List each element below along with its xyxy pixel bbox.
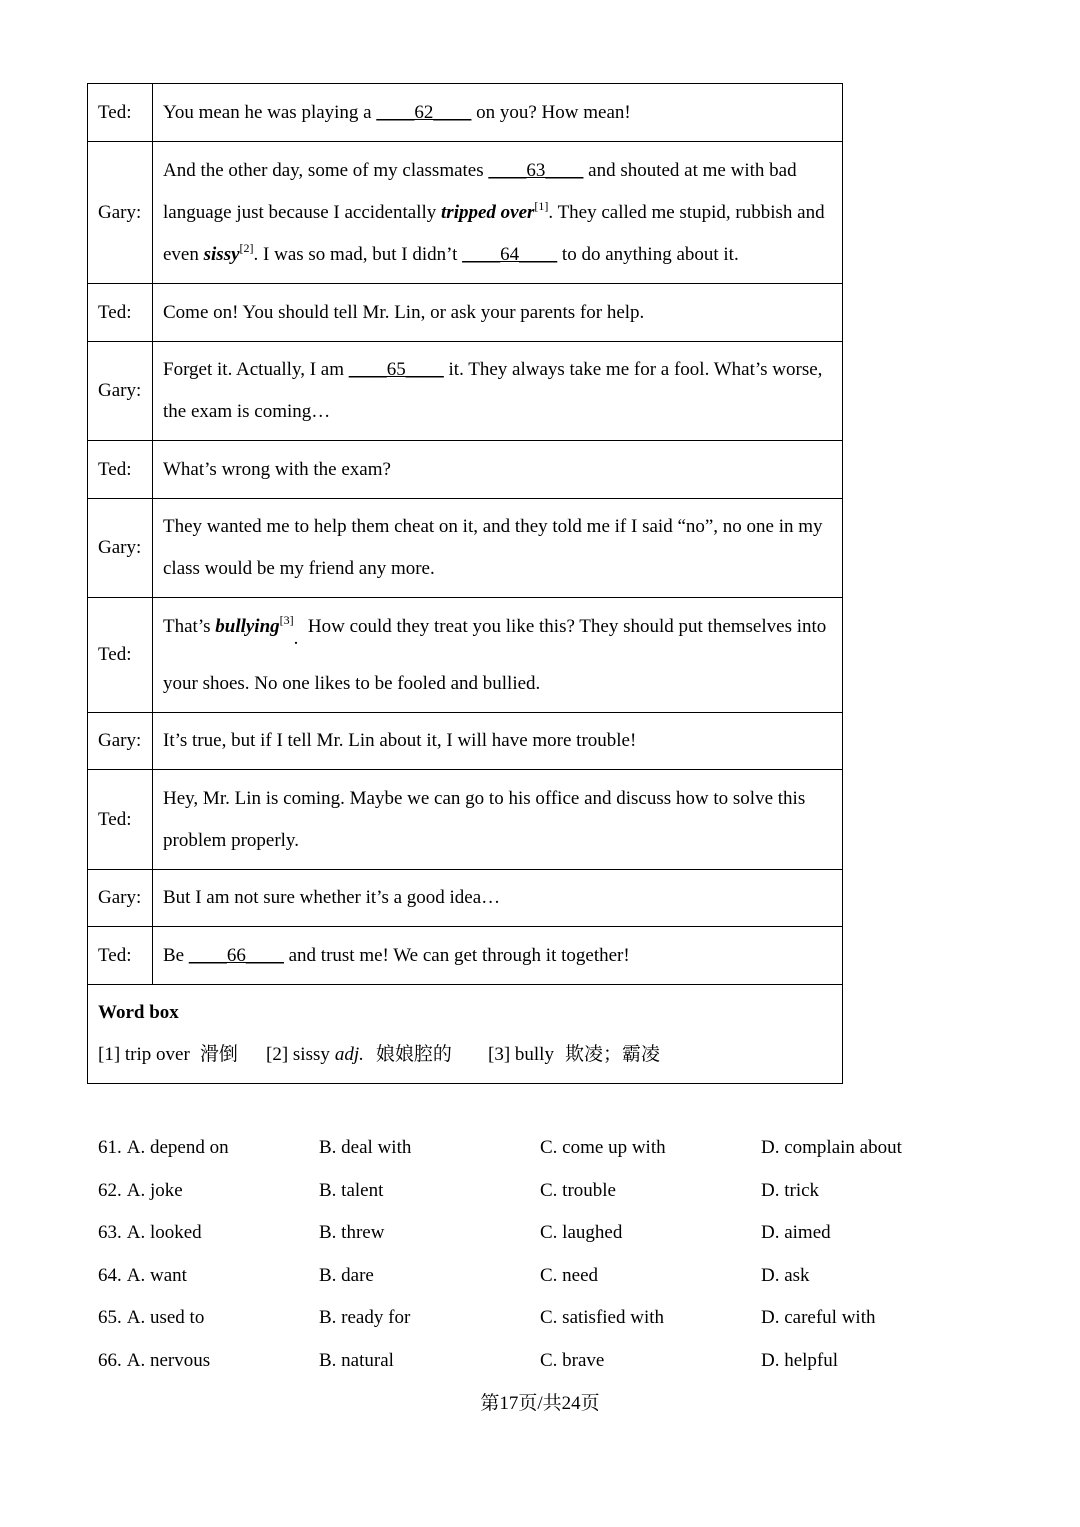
dialogue-row [88, 598, 842, 713]
option-d: D. careful with [761, 1307, 876, 1329]
text-segment: . [293, 627, 299, 649]
text-line [163, 778, 842, 820]
option-a [98, 1212, 319, 1255]
option-text: A. joke [126, 1179, 183, 1201]
text-segment: And the other day, some of my classmates [163, 159, 489, 181]
text-segment: Forget it. Actually, I am [163, 359, 349, 380]
word-box-entry [488, 1034, 660, 1076]
entry-term: [3] bully [488, 1044, 554, 1065]
option-a [98, 1255, 319, 1298]
entry-meaning: 欺凌；霸凌 [564, 1044, 660, 1065]
option-d: D. trick [761, 1179, 820, 1201]
dialogue-text [153, 84, 842, 141]
footnote-marker: [3] [279, 612, 294, 627]
option-b: B. natural [319, 1349, 394, 1371]
dialogue-text [153, 284, 842, 341]
speaker-label: Ted: [88, 598, 153, 712]
dialogue-row [88, 770, 842, 870]
question-options-row [98, 1255, 998, 1298]
text-segment: problem properly. [163, 829, 299, 851]
answer-blank: ____65____ [348, 359, 444, 380]
text-segment: You mean he was playing a [163, 101, 377, 123]
option-a [98, 1297, 319, 1340]
option-text: A. want [126, 1264, 187, 1286]
text-line [163, 720, 842, 762]
answer-blank: ____64____ [462, 243, 558, 265]
word-box-entry [266, 1034, 488, 1076]
option-a [98, 1170, 319, 1213]
option-b: B. deal with [319, 1137, 412, 1158]
dialogue-text [153, 927, 842, 984]
text-line [163, 506, 842, 548]
text-segment: It’s true, but if I tell Mr. Lin about it, I will have more trouble! [163, 730, 637, 751]
dialogue-row [88, 342, 842, 441]
page-footer: 第17页/共24页 [480, 1393, 600, 1414]
speaker-label: Ted: [88, 284, 153, 341]
dialogue-text [153, 499, 842, 597]
text-segment: Hey, Mr. Lin is coming. Maybe we can go to his office and discuss how to solve this [163, 787, 806, 809]
question-options-row [98, 1340, 998, 1383]
text-segment: . They called me stupid, rubbish and [548, 201, 825, 223]
dialogue-row [88, 870, 842, 927]
speaker-label: Ted: [88, 441, 153, 498]
text-segment: on you? How mean! [471, 101, 631, 123]
option-b: B. dare [319, 1264, 374, 1286]
word-box-title: Word box [98, 1002, 179, 1023]
entry-part-of-speech: adj. [334, 1044, 364, 1065]
option-c: C. come up with [540, 1137, 666, 1158]
option-b: B. threw [319, 1222, 385, 1244]
word-box-entries [98, 1034, 842, 1076]
option-text: A. looked [126, 1222, 202, 1244]
dialogue-row [88, 927, 842, 985]
question-options-row [98, 1212, 998, 1255]
dialogue-text [153, 441, 842, 498]
footnote-marker: [2] [239, 240, 254, 255]
speaker-label: Ted: [88, 84, 153, 141]
speaker-label: Gary: [88, 870, 153, 926]
option-b: B. talent [319, 1179, 384, 1201]
text-segment: That’s [163, 615, 216, 637]
glossed-word: sissy [203, 243, 240, 265]
answer-blank: ____62____ [376, 101, 472, 123]
dialogue-row [88, 499, 842, 598]
dialogue-text [153, 142, 842, 283]
text-line [163, 192, 842, 234]
text-segment: even [163, 243, 204, 265]
speaker-label: Ted: [88, 770, 153, 869]
text-segment: . I was so mad, but I didn’t [253, 243, 463, 265]
text-segment: Be [163, 944, 189, 966]
text-segment: Come on! You should tell Mr. Lin, or ask your parents for help. [163, 301, 645, 323]
dialogue-text [153, 342, 842, 440]
text-segment: your shoes. No one likes to be fooled and bullied. [163, 672, 541, 694]
speaker-label: Gary: [88, 713, 153, 769]
option-c: C. satisfied with [540, 1307, 665, 1329]
option-text: A. nervous [126, 1349, 211, 1371]
text-segment: language just because I accidentally [163, 201, 442, 223]
text-line [163, 234, 842, 276]
question-number: 63. [98, 1222, 122, 1244]
option-c: C. need [540, 1264, 599, 1286]
dialogue-row [88, 84, 842, 142]
entry-term: [1] trip over [98, 1044, 190, 1065]
entry-meaning: 娘娘腔的 [375, 1044, 452, 1065]
text-segment: to do anything about it. [557, 243, 739, 265]
question-number: 66. [98, 1349, 122, 1371]
text-segment: They wanted me to help them cheat on it, and they told me if I said “no”, no one in my [163, 516, 823, 537]
text-segment: and shouted at me with bad [583, 159, 797, 181]
text-line [163, 349, 842, 391]
question-options-row [98, 1127, 998, 1170]
glossed-word: tripped over [441, 201, 535, 223]
dialogue-text [153, 598, 842, 712]
dialogue-text [153, 770, 842, 869]
text-line [163, 449, 842, 491]
question-number: 61. [98, 1137, 122, 1158]
text-line [163, 663, 842, 705]
question-number: 64. [98, 1264, 122, 1286]
option-d: D. aimed [761, 1222, 831, 1244]
option-b: B. ready for [319, 1307, 411, 1329]
text-segment: the exam is coming… [163, 401, 331, 422]
text-segment: What’s wrong with the exam? [163, 458, 391, 480]
dialogue-row [88, 142, 842, 284]
word-box [88, 985, 842, 1084]
dialogue-row [88, 713, 842, 770]
dialogue-text [153, 713, 842, 769]
answer-options [98, 1127, 998, 1383]
footnote-marker: [1] [534, 198, 549, 213]
option-text: A. used to [126, 1307, 205, 1329]
dialogue-text [153, 870, 842, 926]
answer-blank: ____63____ [488, 159, 584, 181]
text-line [163, 150, 842, 192]
option-d: D. ask [761, 1264, 810, 1286]
option-c: C. trouble [540, 1179, 616, 1201]
text-segment: How could they treat you like this? They should put themselves into [298, 615, 827, 637]
option-d: D. helpful [761, 1349, 839, 1371]
option-c: C. brave [540, 1349, 605, 1371]
question-number: 65. [98, 1307, 122, 1329]
entry-meaning: 滑倒 [199, 1044, 238, 1065]
text-line [163, 292, 842, 334]
text-line [163, 820, 842, 862]
text-segment: But I am not sure whether it’s a good idea… [163, 887, 501, 908]
speaker-label: Gary: [88, 142, 153, 283]
dialogue-row [88, 441, 842, 499]
question-options-row [98, 1170, 998, 1213]
text-segment: class would be my friend any more. [163, 558, 435, 579]
glossed-word: bullying [215, 615, 280, 637]
option-c: C. laughed [540, 1222, 623, 1244]
question-options-row [98, 1297, 998, 1340]
speaker-label: Ted: [88, 927, 153, 984]
speaker-label: Gary: [88, 342, 153, 440]
option-text: A. depend on [126, 1137, 229, 1158]
text-line [163, 391, 842, 433]
option-d: D. complain about [761, 1137, 902, 1158]
text-line [163, 935, 842, 977]
text-line [163, 548, 842, 590]
text-segment: it. They always take me for a fool. What’s worse, [443, 359, 823, 380]
text-line [163, 877, 842, 919]
option-a [98, 1340, 319, 1383]
answer-blank: ____66____ [188, 944, 284, 966]
option-a [98, 1127, 319, 1170]
text-line [163, 92, 842, 134]
dialogue-row [88, 284, 842, 342]
text-line [163, 606, 842, 663]
text-segment: and trust me! We can get through it together! [283, 944, 630, 966]
dialogue-table [87, 83, 843, 1084]
entry-term: [2] sissy [266, 1044, 330, 1065]
speaker-label: Gary: [88, 499, 153, 597]
word-box-entry [98, 1034, 266, 1076]
question-number: 62. [98, 1179, 122, 1201]
